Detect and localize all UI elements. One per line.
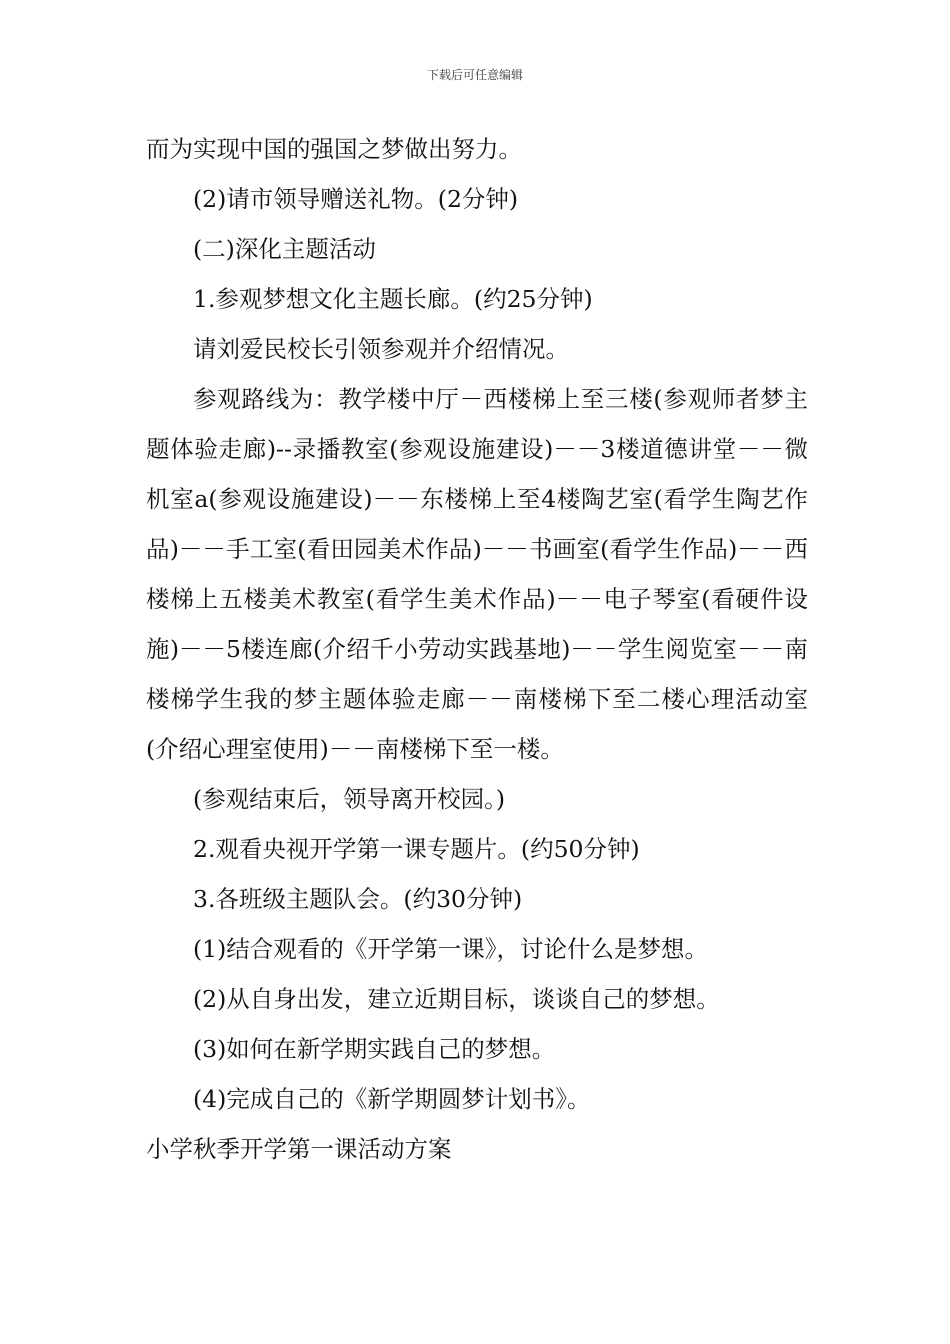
paragraph-item-3: 3.各班级主题队会。(约30分钟) [193, 885, 523, 913]
document-body [146, 124, 808, 1174]
sub-item-1: (1)结合观看的《开学第一课》，讨论什么是梦想。 [193, 935, 709, 963]
paragraph-4: (参观结束后，领导离开校园。) [193, 785, 506, 813]
sub-item-4: (4)完成自己的《新学期圆梦计划书》。 [193, 1085, 591, 1113]
section-heading: (二)深化主题活动 [193, 235, 376, 263]
document-title-next: 小学秋季开学第一课活动方案 [146, 1135, 452, 1163]
paragraph-1: 而为实现中国的强国之梦做出努力。 [146, 135, 522, 163]
paragraph-2: (2)请市领导赠送礼物。(2分钟) [193, 185, 519, 213]
sub-item-2: (2)从自身出发，建立近期目标，谈谈自己的梦想。 [193, 985, 720, 1013]
sub-item-3: (3)如何在新学期实践自己的梦想。 [193, 1035, 556, 1063]
page-header: 下载后可任意编辑 [426, 68, 523, 82]
visit-route-paragraph: 参观路线为：教学楼中厅－西楼梯上至三楼(参观师者梦主题体验走廊)--录播教室(参观设施建设)－－3楼道德讲堂－－微机室a(参观设施建设)－－东楼梯上至4楼陶艺室(看学生陶艺作品)－－手工室(看田园美术作品)－－书画室(看学生作品)－－西楼梯上五楼美术教室(看学生美术作品)－－电子琴室(看硬件设施)－－5楼连廊(介绍千小劳动实践基地)－－学生阅览室－－南楼梯学生我的梦主题体验走廊－－南楼梯下至二楼心理活动室(介绍心理室使用)－－南楼梯下至一楼。 [146, 385, 808, 763]
paragraph-item-1: 1.参观梦想文化主题长廊。(约25分钟) [193, 285, 593, 313]
paragraph-item-2: 2.观看央视开学第一课专题片。(约50分钟) [193, 835, 640, 863]
paragraph-3: 请刘爱民校长引领参观并介绍情况。 [193, 335, 569, 363]
